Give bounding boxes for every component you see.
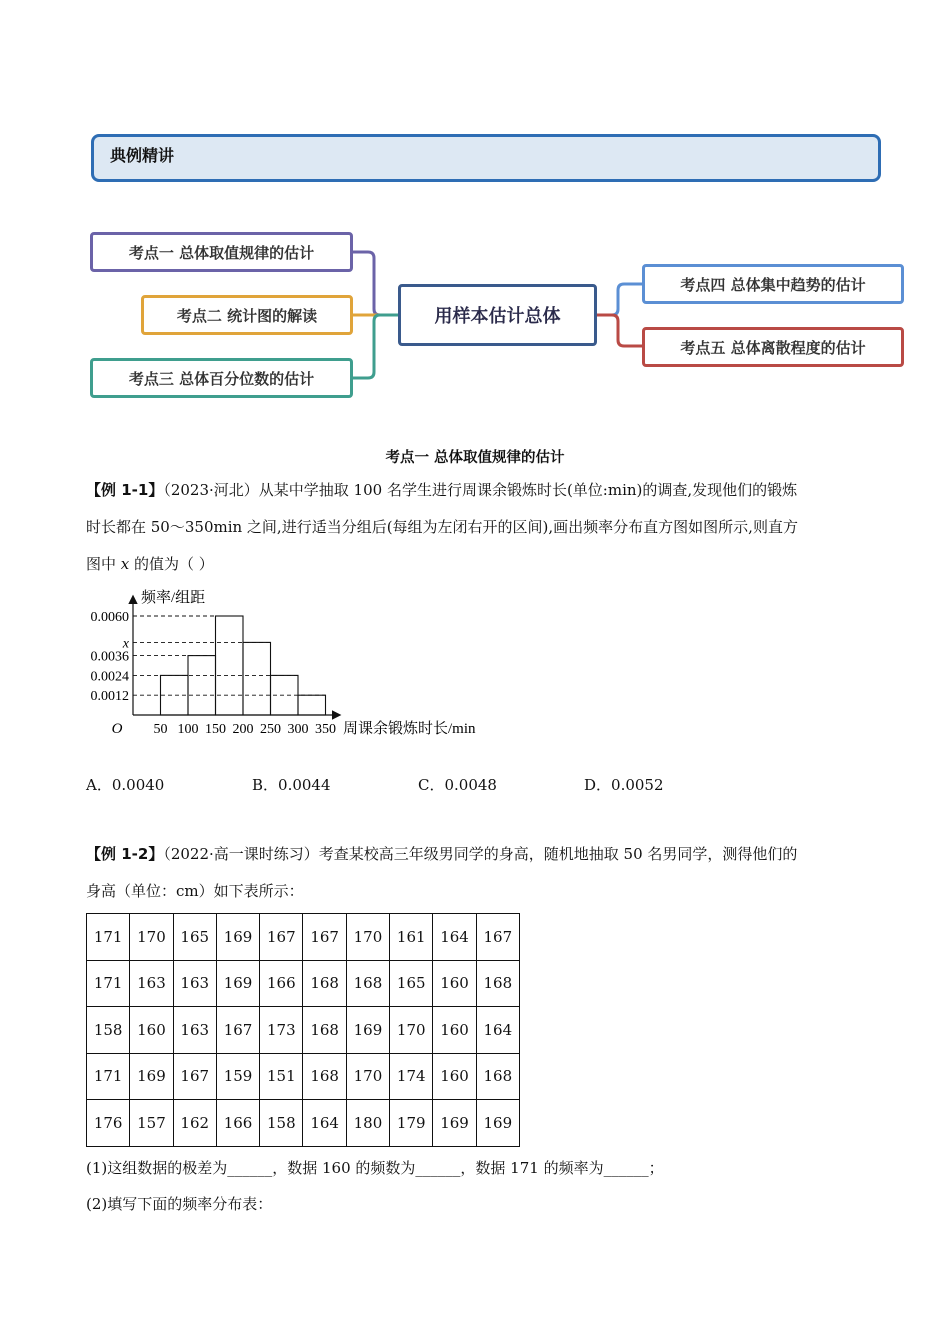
table-cell: 167 bbox=[476, 914, 519, 961]
table-cell: 164 bbox=[433, 914, 476, 961]
histogram-bar bbox=[188, 656, 216, 715]
x-tick-label: 200 bbox=[232, 722, 254, 737]
choice-a[interactable]: A．0.0040 bbox=[86, 776, 165, 794]
example2-text: 【例 1-2】（2022·高一课时练习）考查某校高三年级男同学的身高，随机地抽取 50 名男同学，测得他们的 身高（单位：cm）如下表所示： bbox=[86, 845, 798, 900]
connector-k3 bbox=[352, 315, 398, 378]
example1-text: 【例 1-1】（2023·河北）从某中学抽取 100 名学生进行周课余锻炼时长(单位:min)的调查,发现他们的锻炼 时长都在 50～350min 之间,进行适当分组后(每组为左闭右开的区间),画出频率分布直方图如图所示,则直方 图中 x 的值为（ ） bbox=[86, 481, 798, 573]
table-cell: 168 bbox=[303, 960, 346, 1007]
connector-k5 bbox=[597, 315, 642, 346]
table-cell: 157 bbox=[130, 1100, 173, 1147]
y-tick-label: 0.0012 bbox=[90, 689, 129, 705]
height-table bbox=[86, 913, 520, 1147]
connector-k1 bbox=[352, 252, 398, 315]
table-cell: 160 bbox=[433, 1007, 476, 1054]
mindmap-node-k4: 考点四 总体集中趋势的估计 bbox=[642, 264, 904, 304]
table-cell: 167 bbox=[216, 1007, 259, 1054]
table-cell: 170 bbox=[390, 1007, 433, 1054]
histogram-bar bbox=[216, 616, 244, 715]
table-cell: 174 bbox=[390, 1053, 433, 1100]
table-cell: 169 bbox=[216, 960, 259, 1007]
y-tick-label: 0.0024 bbox=[90, 669, 129, 685]
table-cell: 169 bbox=[216, 914, 259, 961]
choice-c[interactable]: C．0.0048 bbox=[418, 776, 497, 794]
table-cell: 165 bbox=[390, 960, 433, 1007]
table-row bbox=[87, 1007, 520, 1054]
table-cell: 164 bbox=[476, 1007, 519, 1054]
y-tick-label: 0.0060 bbox=[90, 610, 129, 625]
table-row bbox=[87, 960, 520, 1007]
table-cell: 161 bbox=[390, 914, 433, 961]
table-cell: 171 bbox=[87, 1053, 130, 1100]
table-cell: 168 bbox=[346, 960, 389, 1007]
question-2: (2)填写下面的频率分布表： bbox=[86, 1195, 273, 1213]
mindmap-node-k3: 考点三 总体百分位数的估计 bbox=[90, 358, 353, 398]
table-cell: 165 bbox=[173, 914, 216, 961]
table-cell: 173 bbox=[260, 1007, 303, 1054]
y-tick-label: 0.0036 bbox=[90, 649, 129, 665]
x-tick-label: 150 bbox=[205, 722, 226, 737]
question-1: (1)这组数据的极差为______，数据 160 的频数为______，数据 171 的频率为______； bbox=[86, 1159, 664, 1177]
table-cell: 180 bbox=[346, 1100, 389, 1147]
table-cell: 170 bbox=[346, 1053, 389, 1100]
table-cell: 171 bbox=[87, 914, 130, 961]
table-cell: 163 bbox=[173, 960, 216, 1007]
table-cell: 176 bbox=[87, 1100, 130, 1147]
table-cell: 162 bbox=[173, 1100, 216, 1147]
x-tick-label: 50 bbox=[153, 722, 168, 737]
example2-tag: 【例 1-2】 bbox=[86, 845, 164, 863]
table-row bbox=[87, 914, 520, 961]
mindmap-center-node: 用样本估计总体 bbox=[398, 284, 597, 346]
x-tick-label: 100 bbox=[177, 722, 199, 737]
table-cell: 168 bbox=[303, 1053, 346, 1100]
table-cell: 169 bbox=[433, 1100, 476, 1147]
table-cell: 168 bbox=[476, 960, 519, 1007]
table-row bbox=[87, 1100, 520, 1147]
table-cell: 167 bbox=[260, 914, 303, 961]
variable-x: x bbox=[120, 555, 130, 573]
mindmap-node-k2: 考点二 统计图的解读 bbox=[141, 295, 353, 335]
table-cell: 164 bbox=[303, 1100, 346, 1147]
x-tick-label: 300 bbox=[287, 722, 309, 737]
table-cell: 160 bbox=[433, 1053, 476, 1100]
origin-label: O bbox=[111, 721, 123, 737]
table-cell: 151 bbox=[260, 1053, 303, 1100]
table-cell: 171 bbox=[87, 960, 130, 1007]
x-tick-label: 350 bbox=[315, 722, 336, 737]
connector-k4 bbox=[597, 284, 642, 315]
histogram-bar bbox=[298, 695, 326, 715]
table-cell: 158 bbox=[87, 1007, 130, 1054]
table-cell: 160 bbox=[433, 960, 476, 1007]
table-cell: 158 bbox=[260, 1100, 303, 1147]
x-axis-label: 周课余锻炼时长/min bbox=[343, 721, 476, 737]
table-cell: 163 bbox=[173, 1007, 216, 1054]
x-tick-label: 250 bbox=[260, 722, 281, 737]
table-cell: 179 bbox=[390, 1100, 433, 1147]
example1-tag: 【例 1-1】 bbox=[86, 481, 164, 499]
table-cell: 163 bbox=[130, 960, 173, 1007]
section-heading: 考点一 总体取值规律的估计 bbox=[385, 450, 565, 466]
choice-b[interactable]: B．0.0044 bbox=[252, 776, 331, 794]
table-cell: 166 bbox=[260, 960, 303, 1007]
table-cell: 170 bbox=[346, 914, 389, 961]
y-axis-label: 频率/组距 bbox=[141, 590, 206, 606]
table-row bbox=[87, 1053, 520, 1100]
y-tick-label: x bbox=[122, 636, 129, 652]
table-cell: 167 bbox=[173, 1053, 216, 1100]
table-cell: 170 bbox=[130, 914, 173, 961]
histogram-chart bbox=[80, 585, 500, 745]
histogram-bar bbox=[243, 642, 271, 715]
mindmap-node-k1: 考点一 总体取值规律的估计 bbox=[90, 232, 353, 272]
table-cell: 159 bbox=[216, 1053, 259, 1100]
table-cell: 168 bbox=[303, 1007, 346, 1054]
table-cell: 167 bbox=[303, 914, 346, 961]
banner-title: 典例精讲 bbox=[110, 146, 175, 165]
table-cell: 169 bbox=[346, 1007, 389, 1054]
table-cell: 166 bbox=[216, 1100, 259, 1147]
table-cell: 169 bbox=[130, 1053, 173, 1100]
table-cell: 169 bbox=[476, 1100, 519, 1147]
choice-d[interactable]: D．0.0052 bbox=[584, 776, 664, 794]
table-cell: 168 bbox=[476, 1053, 519, 1100]
mindmap-node-k5: 考点五 总体离散程度的估计 bbox=[642, 327, 904, 367]
table-cell: 160 bbox=[130, 1007, 173, 1054]
